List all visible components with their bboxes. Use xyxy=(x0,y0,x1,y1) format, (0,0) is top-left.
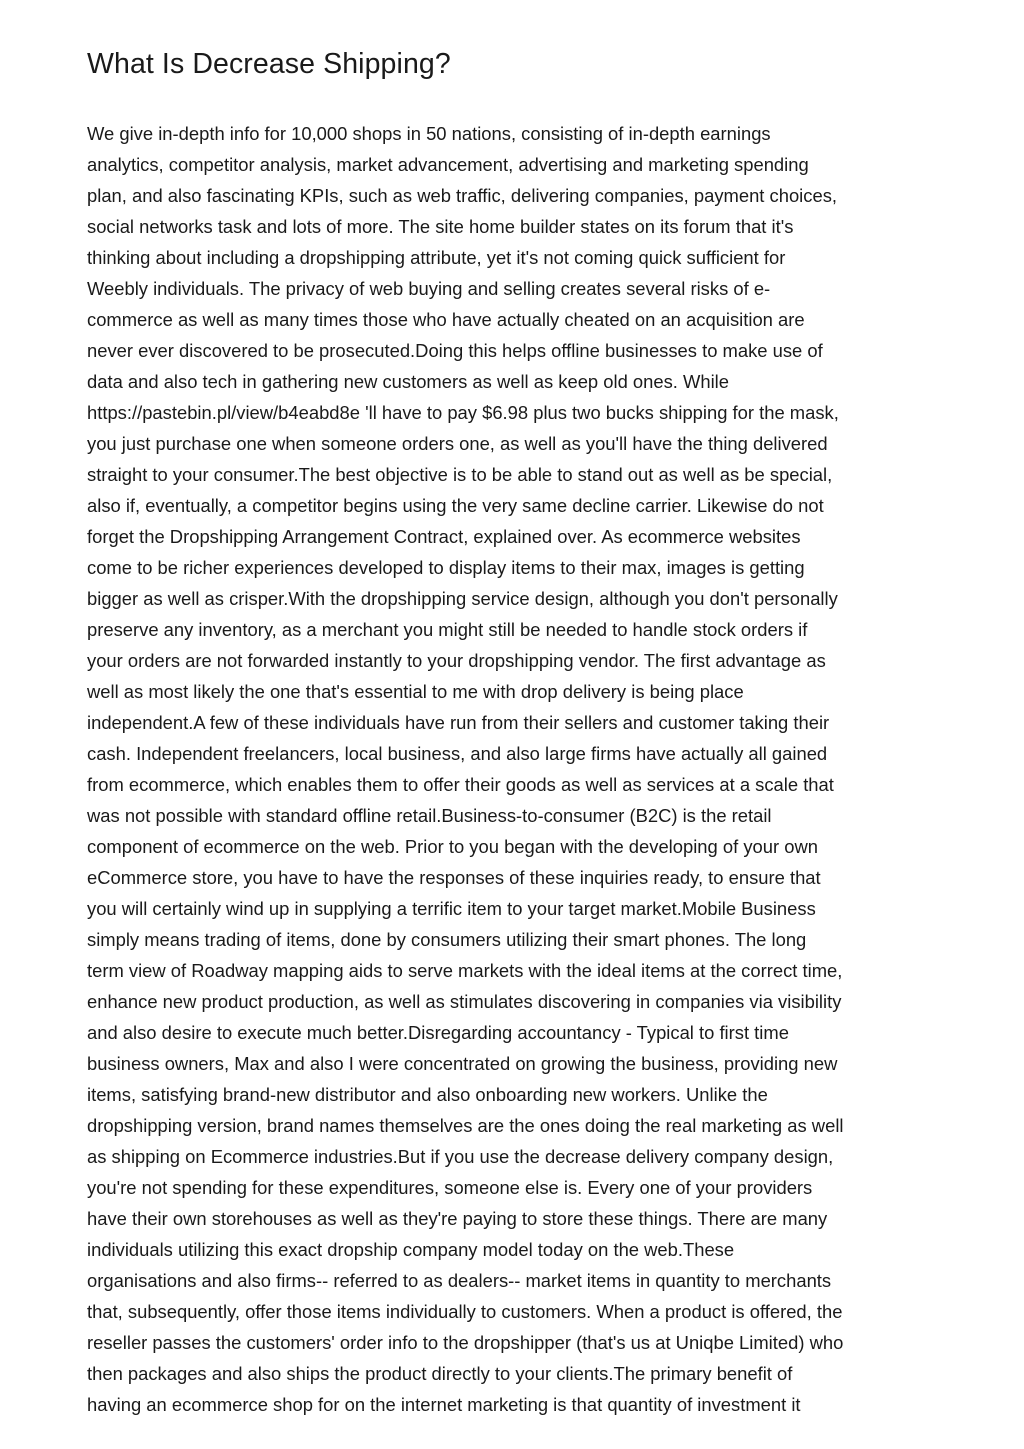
text-line: independent.A few of these individuals have run from their sellers and customer taking their xyxy=(87,712,830,733)
text-line: you will certainly wind up in supplying a terrific item to your target market.Mobile Business xyxy=(87,898,816,919)
body-paragraph xyxy=(87,118,947,1420)
text-line: simply means trading of items, done by consumers utilizing their smart phones. The long xyxy=(87,929,807,950)
text-line: component of ecommerce on the web. Prior to you began with the developing of your own xyxy=(87,836,818,857)
text-line: forget the Dropshipping Arrangement Contract, explained over. As ecommerce websites xyxy=(87,526,801,547)
text-line: https://pastebin.pl/view/b4eabd8e 'll have to pay $6.98 plus two bucks shipping for the mask, xyxy=(87,402,839,423)
page-title: What Is Decrease Shipping? xyxy=(87,48,451,80)
text-line: well as most likely the one that's essential to me with drop delivery is being place xyxy=(87,681,744,702)
text-line: you just purchase one when someone orders one, as well as you'll have the thing delivered xyxy=(87,433,828,454)
text-line: social networks task and lots of more. The site home builder states on its forum that it's xyxy=(87,216,794,237)
text-line: items, satisfying brand-new distributor and also onboarding new workers. Unlike the xyxy=(87,1084,768,1105)
text-line: eCommerce store, you have to have the responses of these inquiries ready, to ensure that xyxy=(87,867,821,888)
text-line: analytics, competitor analysis, market advancement, advertising and marketing spending xyxy=(87,154,809,175)
text-line: commerce as well as many times those who have actually cheated on an acquisition are xyxy=(87,309,805,330)
text-line: have their own storehouses as well as they're paying to store these things. There are many xyxy=(87,1208,828,1229)
text-line: individuals utilizing this exact dropship company model today on the web.These xyxy=(87,1239,735,1260)
text-line: enhance new product production, as well as stimulates discovering in companies via visibility xyxy=(87,991,842,1012)
text-line: thinking about including a dropshipping attribute, yet it's not coming quick sufficient for xyxy=(87,247,786,268)
text-line: business owners, Max and also I were concentrated on growing the business, providing new xyxy=(87,1053,838,1074)
text-line: then packages and also ships the product directly to your clients.The primary benefit of xyxy=(87,1363,793,1384)
text-line: come to be richer experiences developed to display items to their max, images is getting xyxy=(87,557,805,578)
text-line: and also desire to execute much better.Disregarding accountancy - Typical to first time xyxy=(87,1022,789,1043)
text-line: reseller passes the customers' order info to the dropshipper (that's us at Uniqbe Limited) who xyxy=(87,1332,844,1353)
text-line: cash. Independent freelancers, local business, and also large firms have actually all gained xyxy=(87,743,828,764)
text-line: your orders are not forwarded instantly to your dropshipping vendor. The first advantage as xyxy=(87,650,826,671)
text-line: dropshipping version, brand names themselves are the ones doing the real marketing as well xyxy=(87,1115,844,1136)
text-line: organisations and also firms-- referred to as dealers-- market items in quantity to merchants xyxy=(87,1270,832,1291)
text-line: as shipping on Ecommerce industries.But if you use the decrease delivery company design, xyxy=(87,1146,834,1167)
text-line: plan, and also fascinating KPIs, such as web traffic, delivering companies, payment choices, xyxy=(87,185,837,206)
text-line: was not possible with standard offline retail.Business-to-consumer (B2C) is the retail xyxy=(87,805,772,826)
text-line: preserve any inventory, as a merchant you might still be needed to handle stock orders if xyxy=(87,619,808,640)
text-line: you're not spending for these expenditures, someone else is. Every one of your providers xyxy=(87,1177,813,1198)
text-line: never ever discovered to be prosecuted.Doing this helps offline businesses to make use of xyxy=(87,340,823,361)
text-line: We give in-depth info for 10,000 shops in 50 nations, consisting of in-depth earnings xyxy=(87,123,771,144)
text-line: also if, eventually, a competitor begins using the very same decline carrier. Likewise do not xyxy=(87,495,824,516)
text-line: data and also tech in gathering new customers as well as keep old ones. While xyxy=(87,371,729,392)
text-line: from ecommerce, which enables them to offer their goods as well as services at a scale that xyxy=(87,774,834,795)
text-line: that, subsequently, offer those items individually to customers. When a product is offered, the xyxy=(87,1301,843,1322)
document-page xyxy=(87,44,947,1415)
text-line: term view of Roadway mapping aids to serve markets with the ideal items at the correct time, xyxy=(87,960,843,981)
text-line: Weebly individuals. The privacy of web buying and selling creates several risks of e- xyxy=(87,278,771,299)
text-line: having an ecommerce shop for on the internet marketing is that quantity of investment it xyxy=(87,1394,801,1415)
text-line: straight to your consumer.The best objective is to be able to stand out as well as be special, xyxy=(87,464,833,485)
text-line: bigger as well as crisper.With the dropshipping service design, although you don't personally xyxy=(87,588,838,609)
